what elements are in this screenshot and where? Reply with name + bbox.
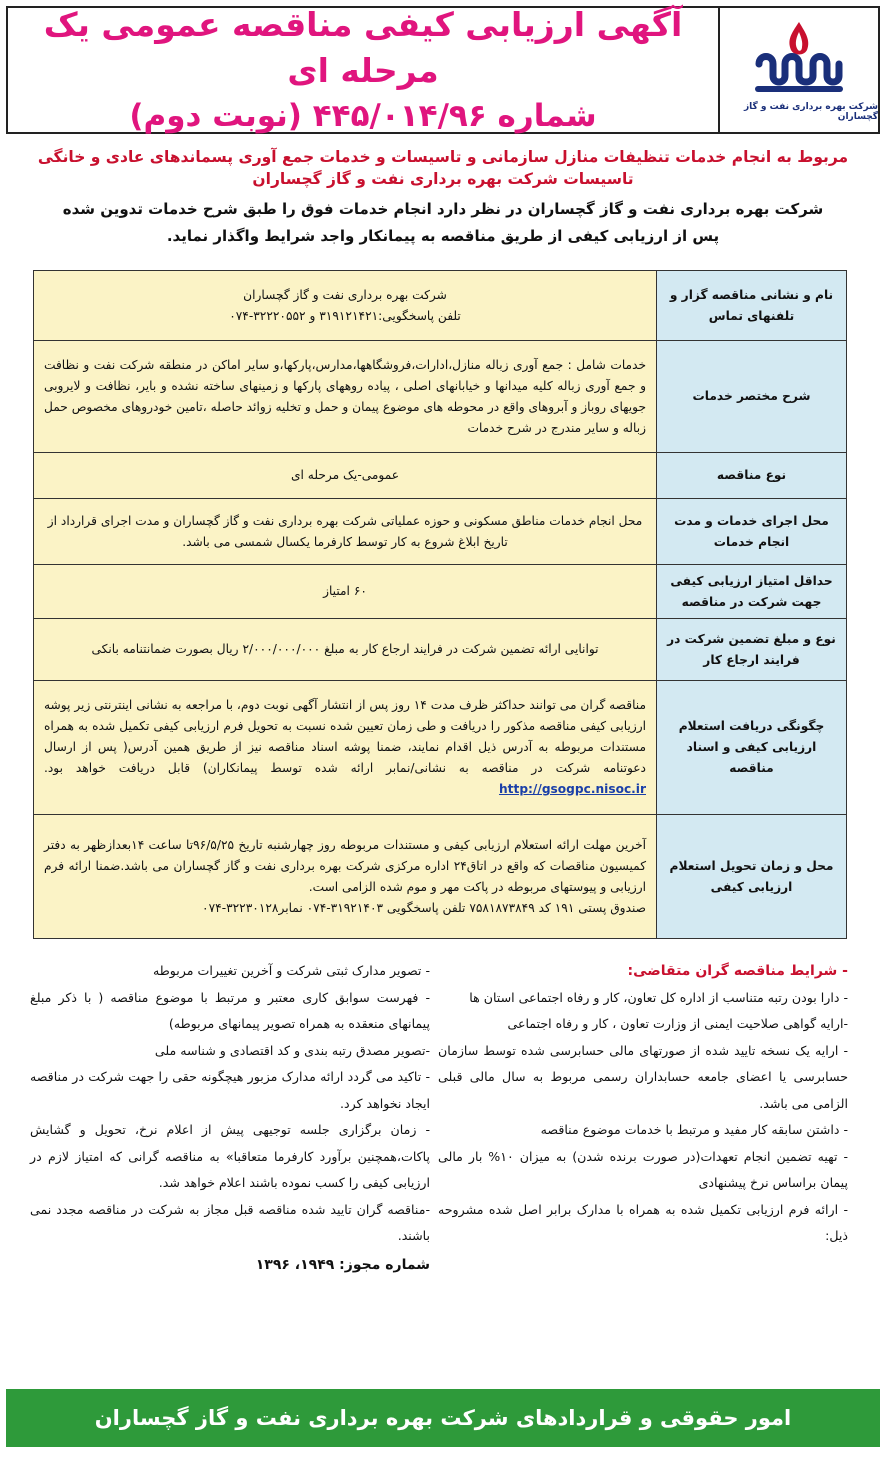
subtitle-line-1: مربوط به انجام خدمات تنظیفات منازل سازمانی و تاسیسات و خدمات جمع آوری پسماندهای عادی و خانگی <box>37 148 849 166</box>
permit-number: شماره مجوز: ۱۹۴۹، ۱۳۹۶ <box>255 1256 430 1273</box>
value-text: آخرین مهلت ارائه استعلام ارزیابی کیفی و مستندات مربوطه روز چهارشنبه تاریخ ۹۶/۵/۲۵تا ساعت ۱۴بعدازظهر به دفتر کمیسیون مناقصات که واقع در اتاق۲۴ اداره مرکزی شرکت بهره برداری نفت و گاز گچساران می باشد.ضمنا ارائه فرم ارزیابی و پیوستهای مربوطه در پاکت مهر و موم شده الزامی است. <box>44 837 646 894</box>
row-value: عمومی-یک مرحله ای <box>34 453 657 499</box>
condition-item: - فهرست سوابق کاری معتبر و مرتبط با موضوع مناقصه ( با ذکر مبلغ پیمانهای منعقده به همراه تصویر پیمانهای مربوطه) <box>30 989 430 1031</box>
condition-item: - داشتن سابقه کار مفید و مرتبط با خدمات موضوع مناقصه <box>540 1122 848 1137</box>
condition-item: - ارائه فرم ارزیابی تکمیل شده به همراه با مدارک برابر اصل شده مشروحه ذیل: <box>438 1201 848 1243</box>
contact-line: صندوق پستی ۱۹۱ کد ۷۵۸۱۸۷۳۸۴۹ تلفن پاسخگویی ۳۱۹۲۱۴۰۳-۰۷۴ نمابر۳۲۲۳۰۱۲۸-۰۷۴ <box>202 900 646 915</box>
intro-line-2: پس از ارزیابی کیفی از طریق مناقصه به پیمانکار واجد شرایط واگذار نماید. <box>166 227 720 245</box>
condition-item: - تصویر مدارک ثبتی شرکت و آخرین تغییرات مربوطه <box>152 963 430 978</box>
company-logo <box>718 8 878 132</box>
table-row <box>34 681 847 815</box>
footer-banner <box>6 1389 880 1447</box>
condition-item: - زمان برگزاری جلسه توجیهی پیش از اعلام نرخ، تحویل و گشایش پاکات،همچنین برآورد کارفرما متعاقبا» به مناقصه گرانی که امتیاز لازم در ارزیابی کیفی را کسب نموده باشند اعلام خواهد شد. <box>30 1122 430 1190</box>
row-value <box>34 271 657 341</box>
subtitle-line-2: تاسیسات شرکت بهره برداری نفت و گاز گچساران <box>252 170 634 188</box>
row-label: نام و نشانی مناقصه گزار و تلفنهای تماس <box>657 271 847 341</box>
condition-item: -ارایه گواهی صلاحیت ایمنی از وزارت تعاون ، کار و رفاه اجتماعی <box>507 1016 848 1031</box>
value-text: مناقصه گران می توانند حداکثر ظرف مدت ۱۴ روز پس از انتشار آگهی نوبت دوم، با مراجعه به نشانی اینترنتی زیر پوشه ارزیابی کیفی مناقصه مذکور را دریافت و طی زمان تعیین شده نسبت به تحویل فرم ارزیابی کیفی تکمیل شده به همراه مستندات مربوطه به آدرس ذیل اقدام نمایند، ضمنا پوشه اسناد مناقصه نیز از طریق همین آدرس( پس از ارسال دعوتنامه شرکت در مناقصه به نشانی/نمابر ارائه شده توسط پیمانکاران) قابل دریافت خواهد بود. <box>44 698 646 775</box>
intro-line-1: شرکت بهره برداری نفت و گاز گچساران در نظر دارد انجام خدمات فوق را طبق شرح خدمات تدوین شده <box>62 200 824 218</box>
row-value <box>34 681 657 815</box>
condition-item: - تاکید می گردد ارائه مدارک مزبور هیچگونه حقی را جهت شرکت در مناقصه ایجاد نخواهد کرد. <box>30 1069 430 1111</box>
conditions-title: - شرایط مناقصه گران متقاضی: <box>627 963 848 979</box>
row-label: چگونگی دریافت استعلام ارزیابی کیفی و اسناد مناقصه <box>657 681 847 815</box>
row-label: حداقل امتیاز ارزیابی کیفی جهت شرکت در مناقصه <box>657 565 847 619</box>
condition-item: -تصویر مصدق رتبه بندی و کد اقتصادی و شناسه ملی <box>154 1042 430 1058</box>
row-value <box>34 815 657 939</box>
condition-item: - تهیه تضمین انجام تعهدات(در صورت برنده شدن) به میزان ۱۰% بار مالی پیمان براساس نرخ پیشنهادی <box>438 1148 848 1190</box>
table-row <box>34 341 847 453</box>
table-row <box>34 619 847 681</box>
title-line-1: آگهی ارزیابی کیفی مناقصه عمومی یک مرحله ای <box>43 5 683 90</box>
condition-item: - دارا بودن رتبه متناسب از اداره کل تعاون، کار و رفاه اجتماعی استان ها <box>469 989 848 1005</box>
table-row <box>34 815 847 939</box>
row-label: محل و زمان تحویل استعلام ارزیابی کیفی <box>657 815 847 939</box>
header-title <box>8 5 718 134</box>
title-line-2: شماره ۴۴۵/۰۱۴/۹۶ (نوبت دوم) <box>129 98 597 134</box>
header-box <box>6 6 880 134</box>
value-line: تلفن پاسخگویی:۳۱۹۱۲۱۴۲۱ و ۳۲۲۲۰۵۵۲-۰۷۴ <box>229 308 461 323</box>
table-row <box>34 453 847 499</box>
table-row <box>34 499 847 565</box>
conditions-left-column <box>30 958 430 1278</box>
row-value: خدمات شامل : جمع آوری زباله منازل،ادارات،فروشگاهها،مدارس،پارکها،و سایر اماکن در منطقه شرکت نفت و نظافت و جمع آوری زباله کلیه میدانها و خیابانهای اصلی ، پیاده روههای پارکها و زمینهای ساخته نشده و بایر، نظافت و لایروبی جویهای روباز و آبروهای واقع در محوطه های موضوع پیمان و حمل و تخلیه زوائد حاصله ،تامین خودروهای مخصوص حمل زباله و سایر مندرج در شرح خدمات <box>34 341 657 453</box>
table-row <box>34 271 847 341</box>
row-label: شرح مختصر خدمات <box>657 341 847 453</box>
table-row <box>34 565 847 619</box>
value-line: شرکت بهره برداری نفت و گاز گچساران <box>243 287 447 302</box>
footer-text: امور حقوقی و قراردادهای شرکت بهره برداری نفت و گاز گچساران <box>94 1406 792 1430</box>
row-value: محل انجام خدمات مناطق مسکونی و حوزه عملیاتی شرکت بهره برداری نفت و گاز گچساران و مدت اجرای قرارداد از تاریخ ابلاغ شروع به کار توسط کارفرما یکسال شمسی می باشد. <box>34 499 657 565</box>
logo-caption: شرکت بهره برداری نفت و گاز گچساران <box>744 102 878 122</box>
tender-website-link[interactable]: http://gsogpc.nisoc.ir <box>498 782 646 796</box>
tender-info-table <box>33 270 847 939</box>
condition-item: - ارایه یک نسخه تایید شده از صورتهای مالی حسابرسی شده توسط سازمان حسابرسی یا اعضای جامعه حسابداران رسمی مربوط به سال مالی قبلی الزامی می باشد. <box>438 1042 848 1111</box>
conditions-right-column <box>438 958 848 1250</box>
row-label: نوع مناقصه <box>657 453 847 499</box>
row-label: نوع و مبلغ تضمین شرکت در فرایند ارجاع کار <box>657 619 847 681</box>
row-value: توانایی ارائه تضمین شرکت در فرایند ارجاع کار به مبلغ ۲/۰۰۰/۰۰۰/۰۰۰ ریال بصورت ضمانتنامه بانکی <box>34 619 657 681</box>
row-value: ۶۰ امتیاز <box>34 565 657 619</box>
row-label: محل اجرای خدمات و مدت انجام خدمات <box>657 499 847 565</box>
condition-item: -مناقصه گران تایید شده مناقصه قبل مجاز به شرکت در مناقصه مجدد نمی باشند. <box>30 1201 430 1243</box>
oil-flame-logo-icon <box>739 18 859 98</box>
